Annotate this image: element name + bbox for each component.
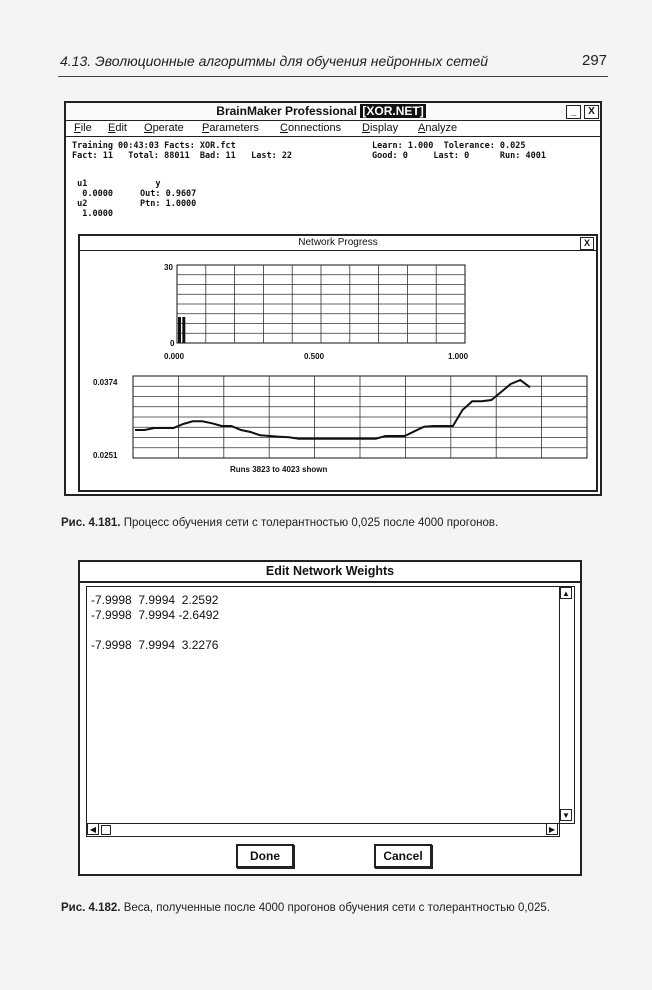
menu-connections[interactable]: Connections (280, 122, 342, 134)
histogram-chart (176, 264, 466, 350)
progress-close-button[interactable]: X (580, 237, 594, 250)
edit-weights-window (78, 560, 582, 876)
weights-text-area[interactable] (86, 586, 560, 824)
header-rule (58, 76, 608, 77)
figure-181-caption: Рис. 4.181. Процесс обучения сети с толерантностью 0,025 после 4000 прогонов. (61, 517, 499, 529)
vertical-scrollbar[interactable] (559, 586, 575, 824)
running-header-title: 4.13. Эволюционные алгоритмы для обучения нейронных сетей (60, 53, 489, 69)
histogram-x-label-mid: 0.500 (304, 352, 325, 361)
horizontal-scroll-thumb[interactable] (101, 825, 111, 835)
brainmaker-titlebar (66, 103, 600, 121)
horizontal-scrollbar[interactable] (86, 823, 560, 837)
window-title: BrainMaker Professional [XOR.NET] (216, 104, 424, 118)
brainmaker-window (64, 101, 602, 496)
scroll-right-button[interactable]: ▶ (546, 823, 558, 835)
error-line-chart (132, 374, 590, 462)
histogram-x-label-0: 0.000 (164, 352, 185, 361)
histogram-bar (182, 317, 185, 343)
menu-bar (66, 121, 600, 137)
scroll-left-button[interactable]: ◀ (87, 823, 99, 835)
menu-parameters[interactable]: Parameters (202, 122, 259, 134)
done-button[interactable]: Done (236, 844, 294, 868)
scroll-up-button[interactable]: ▲ (560, 587, 572, 599)
menu-edit[interactable]: Edit (108, 122, 127, 134)
menu-display[interactable]: Display (362, 122, 399, 134)
weights-text: -7.9998 7.9994 2.2592 -7.9998 7.9994 -2.6492 -7.9998 7.9994 3.2276 (91, 593, 220, 652)
input-values: u1 0.0000 u2 1.0000 (77, 179, 113, 219)
histogram-x-label-1: 1.000 (448, 352, 469, 361)
runs-shown-label: Runs 3823 to 4023 shown (230, 465, 328, 474)
menu-file[interactable]: File (74, 122, 92, 134)
line-grid (133, 376, 587, 458)
page-number: 297 (582, 52, 608, 69)
network-progress-window (78, 234, 598, 492)
output-values: y Out: 0.9607 Ptn: 1.0000 (140, 179, 197, 209)
status-line-1-left: Training 00:43:03 Facts: XOR.fct (72, 141, 236, 151)
status-line-1-right: Learn: 1.000 Tolerance: 0.025 (372, 141, 526, 151)
status-line-2-right: Good: 0 Last: 0 Run: 4001 (372, 151, 546, 161)
edit-weights-title: Edit Network Weights (80, 562, 580, 583)
cancel-button[interactable]: Cancel (374, 844, 432, 868)
histogram-grid (177, 265, 465, 343)
figure-182-caption: Рис. 4.182. Веса, полученные после 4000 прогонов обучения сети с толерантностью 0,025. (61, 902, 550, 914)
line-y-bottom-label: 0.0251 (93, 451, 118, 460)
line-y-top-label: 0.0374 (93, 378, 118, 387)
menu-operate[interactable]: Operate (144, 122, 184, 134)
histogram-y-top-label: 30 (164, 263, 173, 272)
status-line-2-left: Fact: 11 Total: 88011 Bad: 11 Last: 22 (72, 151, 293, 161)
menu-analyze[interactable]: Analyze (418, 122, 458, 134)
minimize-button[interactable]: _ (566, 105, 581, 119)
scroll-down-button[interactable]: ▼ (560, 809, 572, 821)
histogram-bar (178, 317, 181, 343)
network-progress-title: Network Progress (80, 236, 596, 251)
histogram-y-bottom-label: 0 (170, 339, 175, 348)
close-button[interactable]: X (584, 105, 599, 119)
